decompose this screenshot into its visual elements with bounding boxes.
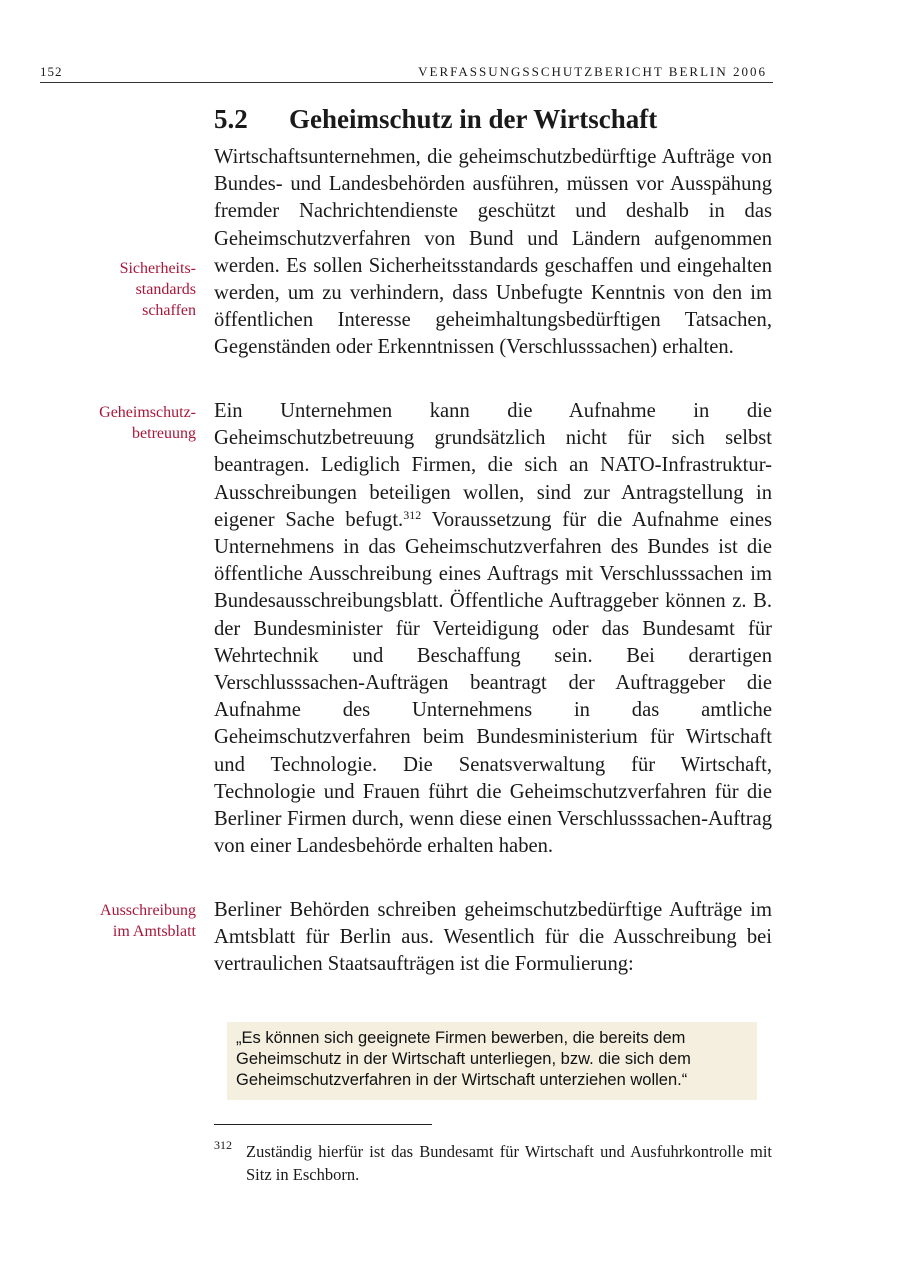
paragraph-geheimschutzbetreuung — [214, 398, 772, 860]
page-number: 152 — [40, 64, 63, 79]
margin-note-line: Geheimschutz- — [99, 404, 196, 421]
section-title: Geheimschutz in der Wirtschaft — [289, 104, 658, 134]
section-number: 5.2 — [214, 104, 248, 134]
quote-line: Geheimschutzverfahren in der Wirtschaft unterziehen wollen.“ — [236, 1071, 688, 1089]
margin-note-line: im Amtsblatt — [112, 923, 196, 940]
margin-note-geheimschutzbetreuung — [66, 402, 196, 444]
paragraph-text: Ein Unternehmen kann die Aufnahme in die Geheimschutzbetreuung grundsätzlich nicht für sich selbst beantragen. Lediglich Firmen, die sich an NATO-Infrastruktur-Ausschreibungen beteiligen wollen, sind zur Antragstellung in eigener Sache befugt. — [214, 400, 772, 531]
paragraph-intro: Wirtschaftsunternehmen, die geheimschutzbedürftige Aufträge von Bundes- und Landesbehörden ausführen, müssen vor Ausspähung fremder Nachrichtendienste geschützt und deshalb in das Geheimschutzverfahren von Bund und Ländern aufgenommen werden. Es sollen Sicherheitsstandards geschaffen und eingehalten werden, um zu verhindern, dass Unbefugte Kenntnis von den im öffentlichen Interesse geheimhaltungsbedürftigen Tatsachen, Gegenständen oder Erkenntnissen (Verschlusssachen) erhalten. — [214, 146, 772, 359]
footnote-divider — [214, 1124, 432, 1125]
margin-note-line: Sicherheits- — [119, 260, 196, 277]
running-header — [40, 62, 773, 83]
quote-line: „Es können sich geeignete Firmen bewerben, die bereits dem — [236, 1029, 686, 1047]
margin-note-line: schaffen — [142, 302, 196, 319]
footnote-text: Zuständig hierfür ist das Bundesamt für Wirtschaft und Ausfuhrkontrolle mit Sitz in Eschborn. — [246, 1142, 772, 1184]
footnote-reference[interactable]: 312 — [403, 507, 422, 522]
margin-note-ausschreibung — [66, 900, 196, 942]
margin-note-line: betreuung — [132, 425, 196, 442]
margin-note-line: Ausschreibung — [100, 902, 196, 919]
margin-note-sicherheitsstandards — [66, 258, 196, 321]
section-heading — [214, 102, 657, 136]
paragraph-ausschreibung: Berliner Behörden schreiben geheimschutzbedürftige Aufträge im Amtsblatt für Berlin aus. Wesentlich für die Ausschreibung bei vertraulichen Staatsaufträgen ist die Formulierung: — [214, 899, 772, 976]
quote-line: Geheimschutz in der Wirtschaft unterliegen, bzw. die sich dem — [236, 1050, 691, 1068]
footnote-number: 312 — [214, 1138, 232, 1152]
running-title: VERFASSUNGSSCHUTZBERICHT BERLIN 2006 — [418, 64, 767, 79]
margin-note-line: standards — [135, 281, 196, 298]
paragraph-text: Voraussetzung für die Aufnahme eines Unternehmens in das Geheimschutzverfahren des Bundes ist die öffentliche Ausschreibung eines Auftrags mit Verschlusssachen im Bundesausschreibungsblatt. Öffentliche Auftraggeber können z. B. der Bundesminister für Verteidigung oder das Bundesamt für Wehrtechnik und Beschaffung sein. Bei derartigen Verschlusssachen-Aufträgen beantragt der Auftraggeber die Aufnahme des Unternehmens in das amtliche Geheimschutzverfahren beim Bundesministerium für Wirtschaft und Technologie. Die Senatsverwaltung für Wirtschaft, Technologie und Frauen führt die Geheimschutzverfahren für die Berliner Firmen durch, wenn diese einen Verschlusssachen-Auftrag von einer Landesbehörde erhalten haben. — [214, 508, 772, 858]
footnote — [214, 1140, 772, 1186]
quote-box — [227, 1022, 757, 1100]
